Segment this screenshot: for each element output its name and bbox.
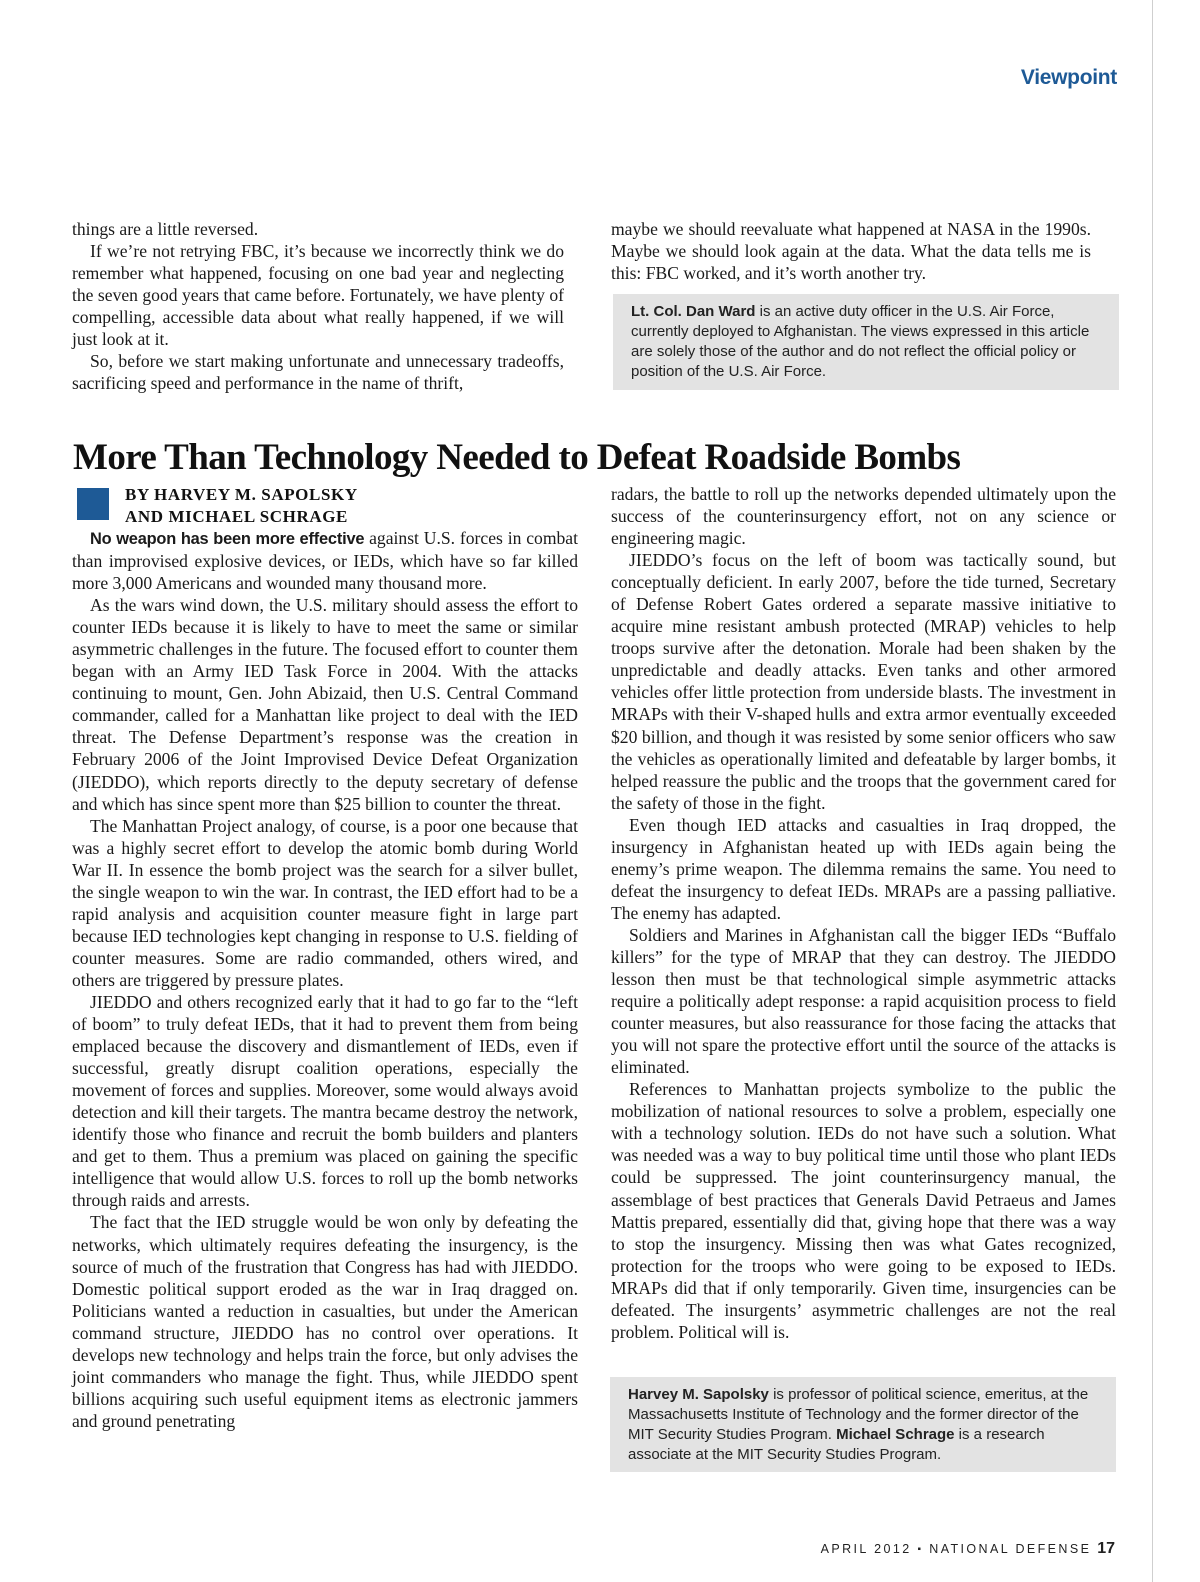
lead-text: against U.S. forces in combat than improvised explosive devices, or IEDs, which have so far killed more 3,000 Americans and wounded many thousand more. — [72, 528, 578, 594]
paragraph: As the wars wind down, the U.S. military should assess the effort to counter IEDs because it is likely to have to meet the same or similar asymmetric challenges in the future. The focused effort to counter them began with an Army IED Task Force in 2004. With the attacks continuing to mount, Gen. John Abizaid, then U.S. Central Command commander, called for a Manhattan like project to deal with the IED threat. The Defense Department’s response was the creation in February 2006 of the Joint Improvised Device Defeat Organization (JIEDDO), which reports directly to the deputy secretary of defense and which has since spent more than $25 billion to counter the threat. — [72, 595, 578, 814]
page-footer — [821, 1540, 1115, 1558]
footer-separator: ▪ — [917, 1544, 924, 1555]
author-name: Harvey M. Sapolsky — [628, 1386, 769, 1403]
paragraph: things are a little reversed. — [72, 219, 259, 239]
author-bio — [628, 1385, 1102, 1465]
author-name: Michael Schrage — [836, 1426, 955, 1443]
footer-issue: APRIL 2012 — [820, 1542, 912, 1556]
article-author-bio-box — [610, 1377, 1116, 1472]
prev-article-column-1 — [72, 218, 564, 394]
byline-line-1: BY HARVEY M. SAPOLSKY — [125, 485, 358, 504]
author-bio — [631, 302, 1103, 382]
paragraph: If we’re not retrying FBC, it’s because we incorrectly think we do remember what happened, focusing on one bad year and neglecting the seven good years that came before. Fortunately, we have plenty of compelling, accessible data about what really happened, if we will just look at it. — [72, 241, 564, 350]
prev-article-column-2 — [611, 218, 1091, 284]
page-number: 17 — [1097, 1540, 1115, 1557]
author-bio-text: is a research associate at the MIT Security Studies Program. — [628, 1426, 1045, 1463]
section-label: Viewpoint — [1020, 66, 1117, 89]
paragraph: JIEDDO’s focus on the left of boom was tactically sound, but conceptually deficient. In early 2007, before the tide turned, Secretary of Defense Robert Gates ordered a separate massive initiative to acquire mine resistant ambush protected (MRAP) vehicles to help troops survive after the detonation. Morale had been shaken by the unpredictable and deadly attacks. Even tanks and other armored vehicles offer little protection from underside blasts. The investment in MRAPs with their V-shaped hulls and extra armor eventually exceeded $20 billion, and though it was resisted by some senior officers who saw the vehicles as operationally limited and defeatable by larger bombs, it helped reassure the public and the troops that the government cared for the safety of those in the fight. — [611, 550, 1116, 813]
page-edge-rule — [1152, 0, 1153, 1582]
paragraph: Soldiers and Marines in Afghanistan call the bigger IEDs “Buffalo killers” for the type of MRAP that they can destroy. The JIEDDO lesson then must be that technological simple asymmetric attacks require a politically adept response: a rapid acquisition process to field counter measures, but also reassurance for those facing the attacks that you will not spare the protective effort until the source of the attacks is eliminated. — [611, 924, 1116, 1078]
byline-square-icon — [77, 488, 109, 520]
author-bio-text: is professor of political science, emeritus, at the Massachusetts Institute of Technology and the former director of the MIT Security Studies Program. — [628, 1386, 1089, 1443]
paragraph: Even though IED attacks and casualties in Iraq dropped, the insurgency in Afghanistan heated up with IEDs again being the enemy’s prime weapon. The dilemma remains the same. You need to defeat the insurgency to defeat IEDs. MRAPs are a passing palliative. The enemy has adapted. — [611, 814, 1116, 923]
paragraph: So, before we start making unfortunate and unnecessary tradeoffs, sacrificing speed and performance in the name of thrift, — [72, 351, 564, 394]
paragraph: The Manhattan Project analogy, of course, is a poor one because that was a highly secret effort to develop the atomic bomb during World War II. In essence the bomb project was the search for a silver bullet, the single weapon to win the war. In contrast, the IED effort had to be a rapid analysis and acquisition counter measure fight in large part because IED technologies kept changing in response to U.S. fielding of counter measures. Some are radio commanded, others wired, and others are triggered by pressure plates. — [72, 815, 578, 990]
byline — [125, 484, 358, 528]
article-headline: More Than Technology Needed to Defeat Roadside Bombs — [73, 437, 961, 478]
paragraph: radars, the battle to roll up the networks depended ultimately upon the success of the counterinsurgency effort, not on any science or engineering magic. — [611, 484, 1116, 549]
author-bio-box — [613, 294, 1119, 390]
paragraph: maybe we should reevaluate what happened at NASA in the 1990s. Maybe we should look again at the data. What the data tells me is this: FBC worked, and it’s worth another try. — [611, 219, 1091, 284]
author-bio-text: is an active duty officer in the U.S. Air Force, currently deployed to Afghanistan. The views expressed in this article are solely those of the author and do not reflect the official policy or position of the U.S. Air Force. — [631, 303, 1090, 380]
paragraph: References to Manhattan projects symbolize to the public the mobilization of national resources to solve a problem, especially one with a technology solution. IEDs do not have such a solution. What was needed was a way to buy political time until those who plant IEDs could be suppressed. The joint counterinsurgency manual, the assemblage of best practices that Generals David Petraeus and James Mattis prepared, essentially did that, giving hope that there was a way to stop the insurgency. Missing then was what Gates recognized, protection for the troops who were going to be exposed to IEDs. MRAPs did that if only temporarily. Given time, insurgencies can be defeated. The insurgents’ asymmetric challenges are not the real problem. Political will is. — [611, 1079, 1116, 1342]
paragraph: JIEDDO and others recognized early that it had to go far to the “left of boom” to truly defeat IEDs, that it had to prevent them from being emplaced because the discovery and dismantlement of IEDs, even if successful, greatly disrupt coalition operations, especially the movement of forces and supplies. Moreover, some would always avoid detection and kill their targets. The mantra became destroy the network, identify those who finance and recruit the bomb builders and planters and get to them. Thus a premium was placed on gaining the specific intelligence that would allow U.S. forces to roll up the bomb networks through raids and arrests. — [72, 991, 578, 1211]
author-name: Lt. Col. Dan Ward — [631, 303, 756, 320]
lead-paragraph — [72, 527, 578, 594]
footer-publication: NATIONAL DEFENSE — [929, 1542, 1092, 1556]
article-column-1 — [72, 527, 578, 1432]
article-column-2 — [611, 483, 1116, 1343]
byline-line-2: AND MICHAEL SCHRAGE — [125, 507, 348, 526]
lead-in: No weapon has been more effective — [90, 530, 365, 548]
paragraph: The fact that the IED struggle would be won only by defeating the networks, which ultimately requires defeating the insurgency, is the source of much of the frustration that Congress has had with JIEDDO. Domestic political support eroded as the war in Iraq dragged on. Politicians wanted a reduction in casualties, but under the American command structure, JIEDDO has no control over operations. It develops new technology and helps train the force, but only advises the joint commanders who manage the fight. Thus, while JIEDDO spent billions acquiring such useful equipment items as electronic jammers and ground penetrating — [72, 1212, 578, 1431]
